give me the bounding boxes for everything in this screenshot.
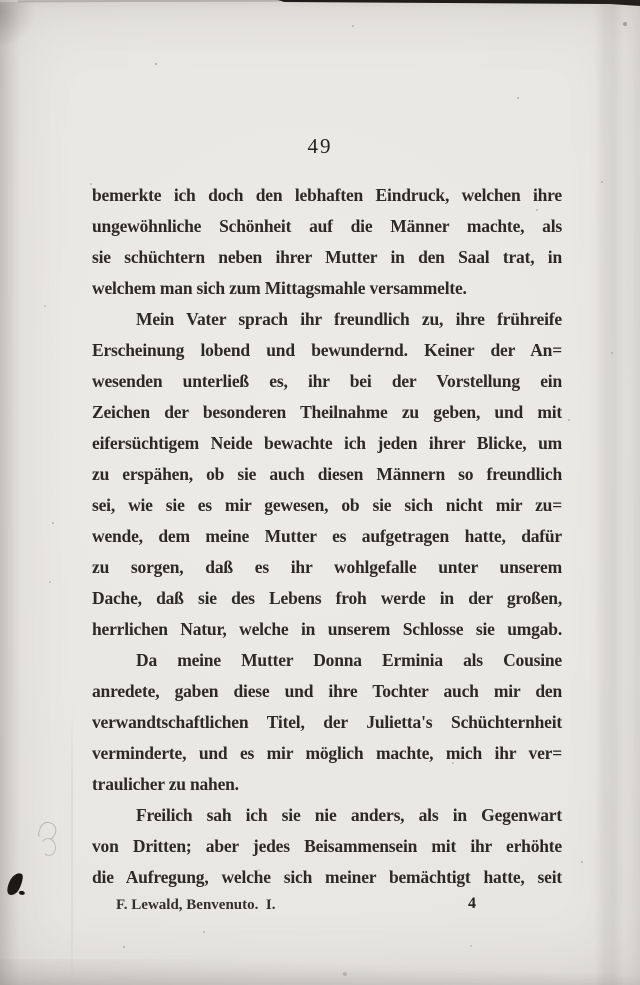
fold-line [71,700,73,985]
text-line: Da meine Mutter Donna Erminia als Cousine [136,650,562,670]
text-line: traulicher zu nahen. [92,774,239,794]
paragraph [92,645,562,800]
text-line: welchem man sich zum Mittagsmahle versammelte. [92,278,467,298]
text-line: zu erspähen, ob sie auch diesen Männern so freundlich [92,464,562,484]
text-line: zu sorgen, daß es ihr wohlgefalle unter unserem [92,557,562,577]
page-body-text [92,180,562,893]
page-number: 49 [307,134,333,158]
paragraph [92,800,562,893]
text-line: sie schüchtern neben ihrer Mutter in den Saal trat, in [92,247,562,267]
text-line: wende, dem meine Mutter es aufgetragen hatte, dafür [92,526,562,546]
pencil-scribble [37,822,57,870]
paragraph [92,180,562,304]
footer-signature: F. Lewald, Benvenuto. I. [116,897,276,913]
text-line: ungewöhnliche Schönheit auf die Männer machte, als [92,216,562,236]
text-line: Dache, daß sie des Lebens froh werde in der großen, [92,588,562,608]
text-line: Erscheinung lobend und bewundernd. Keiner der An= [92,340,562,360]
footer-sheet-number: 4 [468,895,476,912]
text-line: verminderte, und es mir möglich machte, mich ihr ver= [92,743,562,763]
text-line: von Dritten; aber jedes Beisammensein mit ihr erhöhte [92,836,562,856]
text-line: herrlichen Natur, welche in unserem Schlosse sie umgab. [92,619,562,639]
text-line: Zeichen der besonderen Theilnahme zu geben, und mit [92,402,562,422]
text-line: eifersüchtigem Neide bewachte ich jeden ihrer Blicke, um [92,433,562,453]
bottom-shade [0,959,640,985]
paragraph [92,304,562,645]
text-line: wesenden unterließ es, ihr bei der Vorstellung ein [92,371,562,391]
text-line: Freilich sah ich sie nie anders, als in Gegenwart [136,805,562,825]
text-line: Mein Vater sprach ihr freundlich zu, ihre frühreife [136,309,562,329]
top-edge-scan-band-faint [18,0,280,2]
text-line: die Aufregung, welche sich meiner bemächtigt hatte, seit [92,867,562,887]
text-line: bemerkte ich doch den lebhaften Eindruck, welchen ihre [92,185,562,205]
text-line: anredete, gaben diese und ihre Tochter auch mir den [92,681,562,701]
text-line: sei, wie sie es mir gewesen, ob sie sich nicht mir zu= [92,495,562,515]
text-line: verwandtschaftlichen Titel, der Julietta's Schüchternheit [92,712,562,732]
